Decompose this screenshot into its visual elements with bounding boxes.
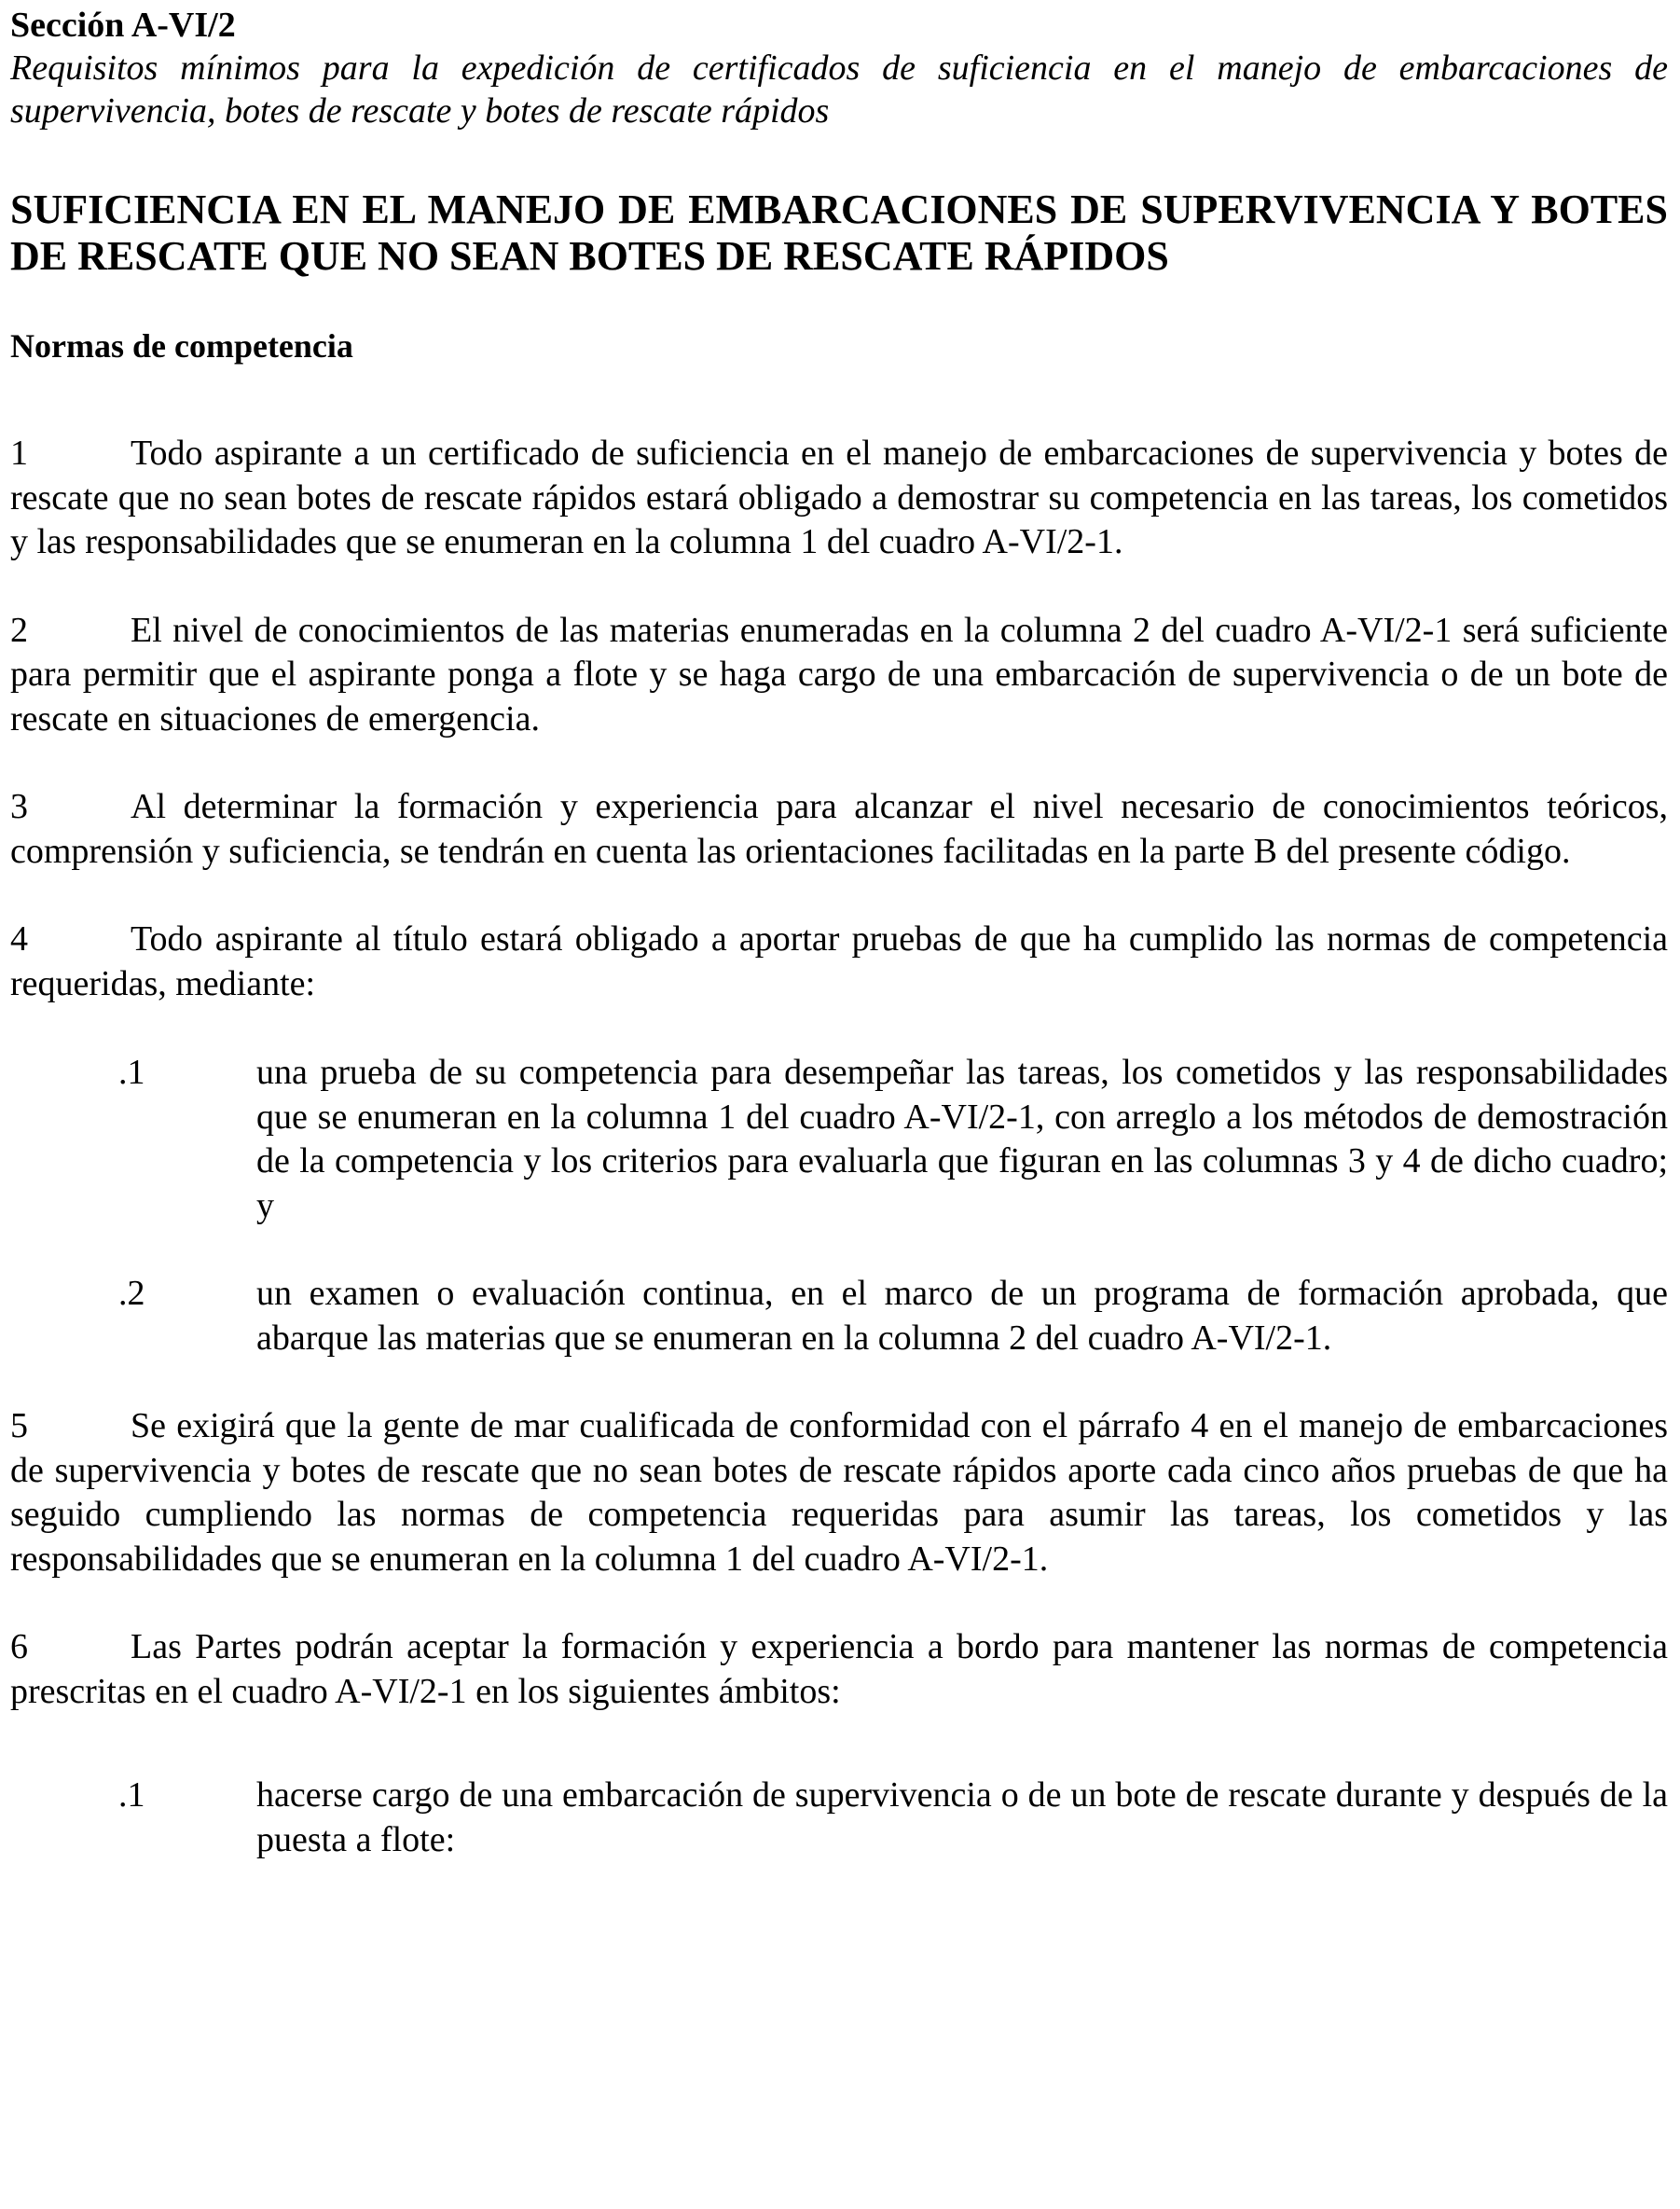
paragraph-number: 3 <box>10 787 28 826</box>
paragraph-1 <box>10 432 1668 565</box>
paragraph-number: 6 <box>10 1627 28 1666</box>
item-number: .2 <box>118 1274 145 1313</box>
paragraph-text: Se exigirá que la gente de mar cualificada de conformidad con el párrafo 4 en el manejo de embarcaciones de supervivencia y botes de rescate que no sean botes de rescate rápidos aporte cada cinco años pruebas de que ha seguido cumpliendo las normas de competencia requeridas para asumir las tareas, los cometidos y las responsabilidades que se enumeran en la columna 1 del cuadro A-VI/2-1. <box>10 1406 1668 1579</box>
sub-heading: Normas de competencia <box>10 327 353 365</box>
paragraph-number: 1 <box>10 434 28 473</box>
section-label: Sección A-VI/2 <box>10 6 236 45</box>
paragraph-5 <box>10 1404 1668 1581</box>
item-text: una prueba de su competencia para desempeñar las tareas, los cometidos y las responsabilidades que se enumeran en la columna 1 del cuadro A-VI/2-1, con arreglo a los métodos de demostración de la competencia y los criterios para evaluarla que figuran en las columnas 3 y 4 de dicho cuadro; y <box>256 1053 1668 1225</box>
paragraph-4 <box>10 918 1668 1006</box>
item-text: un examen o evaluación continua, en el marco de un programa de formación aprobada, que abarque las materias que se enumeran en la columna 2 del cuadro A-VI/2-1. <box>256 1274 1668 1358</box>
list-item <box>10 1774 1668 1862</box>
paragraph-number: 5 <box>10 1406 28 1445</box>
paragraph-text: Todo aspirante a un certificado de suficiencia en el manejo de embarcaciones de supervivencia y botes de rescate que no sean botes de rescate rápidos estará obligado a demostrar su competencia en las tareas, los cometidos y las responsabilidades que se enumeran en la columna 1 del cuadro A-VI/2-1. <box>10 434 1668 561</box>
paragraph-text: El nivel de conocimientos de las materias enumeradas en la columna 2 del cuadro A-VI/2-1 será suficiente para permitir que el aspirante ponga a flote y se haga cargo de una embarcación de supervivencia o de un bote de rescate en situaciones de emergencia. <box>10 610 1668 739</box>
list-item <box>10 1051 1668 1228</box>
paragraph-text: Las Partes podrán aceptar la formación y experiencia a bordo para mantener las normas de competencia prescritas en el cuadro A-VI/2-1 en los siguientes ámbitos: <box>10 1627 1668 1711</box>
paragraph-number: 4 <box>10 919 28 959</box>
paragraph-3 <box>10 785 1668 874</box>
paragraph-text: Al determinar la formación y experiencia para alcanzar el nivel necesario de conocimientos teóricos, comprensión y suficiencia, se tendrán en cuenta las orientaciones facilitadas en la parte B del presente código. <box>10 787 1668 871</box>
main-heading: SUFICIENCIA EN EL MANEJO DE EMBARCACIONES DE SUPERVIVENCIA Y BOTES DE RESCATE QUE NO SEAN BOTES DE RESCATE RÁPIDOS <box>10 186 1668 279</box>
item-number: .1 <box>118 1053 145 1092</box>
paragraph-number: 2 <box>10 610 28 650</box>
item-number: .1 <box>118 1775 145 1815</box>
paragraph-text: Todo aspirante al título estará obligado a aportar pruebas de que ha cumplido las normas de competencia requeridas, mediante: <box>10 919 1668 1003</box>
list-item <box>10 1272 1668 1360</box>
item-text: hacerse cargo de una embarcación de supervivencia o de un bote de rescate durante y después de la puesta a flote: <box>256 1775 1668 1859</box>
section-subtitle: Requisitos mínimos para la expedición de certificados de suficiencia en el manejo de embarcaciones de supervivencia, botes de rescate y botes de rescate rápidos <box>10 48 1668 131</box>
paragraph-2 <box>10 609 1668 742</box>
paragraph-6 <box>10 1625 1668 1714</box>
document-page <box>10 0 1668 1862</box>
